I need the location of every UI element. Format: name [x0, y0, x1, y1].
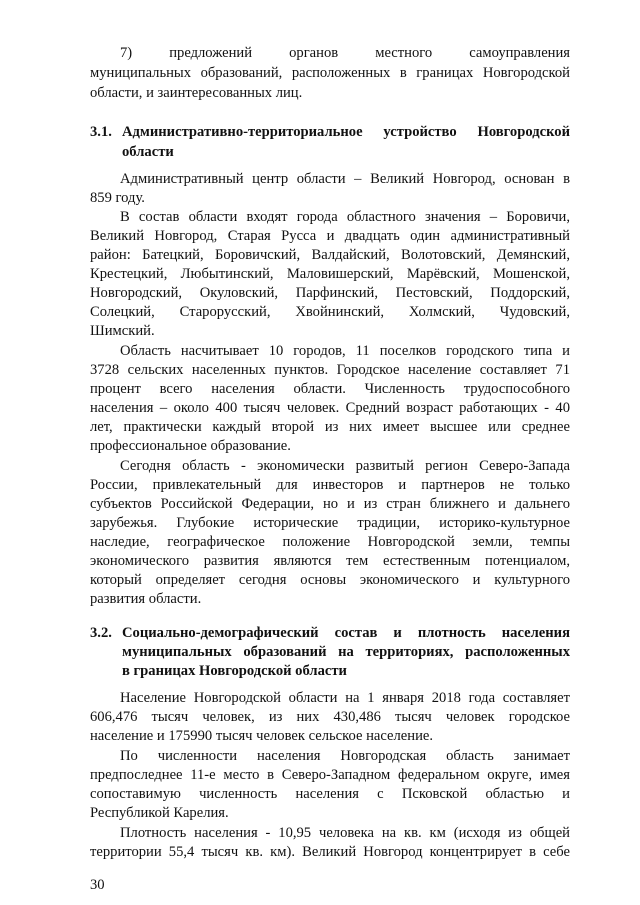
- section-3-2-number: 3.2.: [90, 625, 112, 641]
- s31-p3-line-2: 3728 сельских населенных пунктов. Городское население составляет 71: [90, 362, 570, 378]
- s31-p2-line-4: Крестецкий, Любытинский, Маловишерский, Марёвский, Мошенской,: [90, 266, 570, 282]
- s31-p4-line-3: субъектов Российской Федерации, но и из стран ближнего и дальнего: [90, 496, 570, 512]
- page-number: 30: [90, 877, 105, 893]
- s31-p1-line-1: Административный центр области – Великий Новгород, основан в: [120, 171, 570, 187]
- s31-p2-line-3: район: Батецкий, Боровичский, Валдайский, Волотовский, Демянский,: [90, 247, 570, 263]
- s32-p3-line-2: территории 55,4 тысяч кв. км). Великий Новгород концентрирует в себе: [90, 844, 570, 860]
- s32-p2-line-3: сопоставимую численность населения с Псковской областью и: [90, 786, 570, 802]
- section-3-1-title-line-1: Административно-территориальное устройство Новгородской: [122, 124, 570, 140]
- s31-p2-line-1: В состав области входят города областного значения – Боровичи,: [120, 209, 570, 225]
- section-3-2-title-line-3: в границах Новгородской области: [122, 663, 347, 679]
- s32-p2-line-2: предпоследнее 11-е место в Северо-Западном федеральном округе, имея: [90, 767, 570, 783]
- s32-p1-line-3: население и 175990 тысяч человек сельское население.: [90, 728, 434, 744]
- intro-line-3: области, и заинтересованных лиц.: [90, 85, 303, 101]
- s31-p2-line-2: Великий Новгород, Старая Русса и двадцать один административный: [90, 228, 570, 244]
- s31-p3-line-5: лет, практически каждый второй из них имеет высшее или среднее: [90, 419, 570, 435]
- s31-p2-line-5: Новгородский, Окуловский, Парфинский, Пестовский, Поддорский,: [90, 285, 570, 301]
- s31-p2-line-7: Шимский.: [90, 323, 155, 339]
- s32-p2-line-1: По численности населения Новгородская область занимает: [120, 748, 570, 764]
- s31-p4-line-6: экономического развития являются тем естественным потенциалом,: [90, 553, 570, 569]
- intro-line-2: муниципальных образований, расположенных в границах Новгородской: [90, 65, 570, 81]
- s31-p4-line-7: который определяет сегодня основы экономического и культурного: [90, 572, 570, 588]
- s31-p3-line-4: населения – около 400 тысяч человек. Средний возраст работающих - 40: [90, 400, 570, 416]
- s31-p4-line-8: развития области.: [90, 591, 202, 607]
- section-3-1-number: 3.1.: [90, 124, 112, 140]
- section-3-2-title-line-2: муниципальных образований на территориях, расположенных: [122, 644, 570, 660]
- s31-p4-line-4: зарубежья. Глубокие исторические традиции, историко-культурное: [90, 515, 570, 531]
- s31-p4-line-5: наследие, географическое положение Новгородской земли, темпы: [90, 534, 570, 550]
- s31-p3-line-1: Область насчитывает 10 городов, 11 поселков городского типа и: [120, 343, 570, 359]
- section-3-1-title-line-2: области: [122, 144, 174, 160]
- s32-p1-line-1: Население Новгородской области на 1 января 2018 года составляет: [120, 690, 570, 706]
- s31-p3-line-6: профессиональное образование.: [90, 438, 291, 454]
- s31-p4-line-2: России, привлекательный для инвесторов и партнеров не только: [90, 477, 570, 493]
- s32-p3-line-1: Плотность населения - 10,95 человека на кв. км (исходя из общей: [120, 825, 570, 841]
- s31-p4-line-1: Сегодня область - экономически развитый регион Северо-Запада: [120, 458, 570, 474]
- s31-p1-line-2: 859 году.: [90, 190, 145, 206]
- s31-p2-line-6: Солецкий, Старорусский, Хвойнинский, Холмский, Чудовский,: [90, 304, 570, 320]
- s31-p3-line-3: процент всего населения области. Численность трудоспособного: [90, 381, 570, 397]
- intro-line-1: 7) предложений органов местного самоуправления: [120, 45, 570, 61]
- s32-p2-line-4: Республикой Карелия.: [90, 805, 229, 821]
- section-3-2-title-line-1: Социально-демографический состав и плотность населения: [122, 625, 570, 641]
- s32-p1-line-2: 606,476 тысяч человек, из них 430,486 тысяч человек городское: [90, 709, 570, 725]
